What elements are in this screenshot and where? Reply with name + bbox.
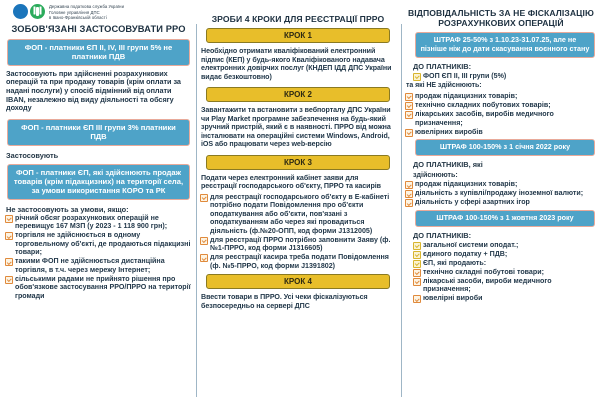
list-item-label: ювелірних виробів	[415, 127, 483, 136]
list-item-label: сільськими радами не прийнято рішення про обов'язкове застосування РРО/ПРРО на території громади	[15, 274, 191, 300]
taxpayer-group-box-3: ФОП - платники ЄП, які здійснюють продаж товарів (крім підакцизних) на території села, за умови використання КОРО та РК	[7, 164, 190, 200]
list-item	[200, 236, 396, 253]
column-registration-steps	[196, 0, 401, 400]
check-icon	[5, 232, 13, 240]
list-item	[405, 92, 597, 101]
step-banner-2: КРОК 2	[206, 87, 390, 102]
column1-title: ЗОБОВ'ЯЗАНІ ЗАСТОСОВУВАТИ РРО	[11, 24, 186, 34]
check-icon	[405, 93, 413, 101]
penalty-3-heading: ДО ПЛАТНИКІВ:	[413, 230, 472, 240]
list-item-label: річний обсяг розрахункових операцій не перевищує 167 МЗП (у 2023 - 1 118 900 грн);	[15, 213, 168, 231]
column-penalties	[401, 0, 600, 400]
column1-conditions-list	[5, 214, 192, 301]
penalty-2-subnote: здійснюють:	[413, 170, 458, 179]
list-item	[405, 180, 597, 189]
step-banner-1: КРОК 1	[206, 28, 390, 43]
check-icon	[413, 278, 421, 286]
check-icon	[413, 251, 421, 259]
penalty-3-systems-list	[405, 241, 597, 268]
logo-green-trident-icon	[30, 4, 45, 19]
check-icon	[405, 111, 413, 119]
list-item	[405, 250, 597, 259]
list-item-label: продаж підакцизних товарів;	[415, 180, 518, 189]
list-item-label: ФОП ЄП II, III групи (5%)	[423, 71, 507, 80]
list-item-label: технічно складних побутових товарів;	[415, 101, 551, 110]
list-item-label: для реєстрації касира треба подати Повідомлення (ф. №5-ПРРО, код форми J1391802)	[210, 253, 389, 270]
list-item	[405, 277, 597, 294]
penalty-3-goods-list	[405, 268, 597, 303]
penalty-1-heading: ДО ПЛАТНИКІВ:	[413, 61, 472, 71]
list-item	[5, 275, 192, 301]
list-item	[405, 72, 597, 81]
list-item-label: ЄП, які продають:	[423, 258, 487, 267]
column3-title: ВІДПОВІДАЛЬНІСТЬ ЗА НЕ ФІСКАЛІЗАЦІЮ РОЗРАХУНКОВИХ ОПЕРАЦІЙ	[407, 8, 595, 29]
check-icon	[405, 129, 413, 137]
check-icon	[5, 276, 13, 284]
check-icon	[405, 190, 413, 198]
penalty-1-list	[405, 92, 597, 136]
list-item-label: такими ФОП не здійснюється дистанційна торгівля, в т.ч. через мережу Інтернет;	[15, 257, 165, 274]
column-rro-required	[0, 0, 196, 400]
dps-logo	[5, 2, 45, 19]
list-item-label: продаж підакцизних товарів;	[415, 92, 518, 101]
step-4-text: Ввести товари в ПРРО. Усі чеки фіскалізуються безпосередньо на сервері ДПС	[201, 293, 368, 310]
organization-header	[5, 2, 192, 24]
list-item	[405, 189, 597, 198]
penalty-1-subnote: та які НЕ здійснюють:	[406, 81, 482, 89]
apply-label: Застосовують	[6, 150, 59, 160]
list-item	[405, 259, 597, 268]
penalty-1-first-list	[405, 72, 597, 81]
list-item-label: діяльність з купівлі/продажу іноземної валюти;	[415, 189, 584, 198]
step-3-forms-list	[200, 193, 396, 271]
list-item	[5, 231, 192, 257]
check-icon	[200, 254, 208, 262]
check-icon	[413, 295, 421, 303]
penalty-2-heading: ДО ПЛАТНИКІВ, які	[413, 159, 483, 169]
penalty-box-3: ШТРАФ 100-150% з 1 жовтня 2023 року	[415, 210, 595, 227]
list-item-label: діяльність у сфері азартних ігор	[415, 198, 530, 207]
list-item	[405, 110, 597, 127]
list-item	[405, 268, 597, 277]
list-item-label: торгівля не здійснюється в одному торговельному об'єкті, де продаються підакцизні товари;	[15, 231, 191, 257]
list-item-label: єдиного податку + ПДВ;	[423, 249, 508, 258]
list-item	[405, 294, 597, 303]
check-icon	[413, 260, 421, 268]
list-item-label: лікарські засоби, вироби медичного призначення;	[423, 276, 552, 294]
org-line-1: Державна податкова служба України	[49, 4, 125, 9]
taxpayer-group-box-1: ФОП - платники ЄП II, IV, III групи 5% не платники ПДВ	[7, 39, 190, 66]
check-icon	[413, 269, 421, 277]
list-item-label: технічно складні побутові товари;	[423, 267, 544, 276]
list-item	[200, 253, 396, 270]
step-1-text: Необхідно отримати кваліфікований електронний підпис (КЕП) у будь-якого Кваліфікованого надавача електронних довірчих послуг (КНДЕП ІДД ДПС України видає безкоштовно)	[201, 47, 392, 81]
check-icon	[413, 242, 421, 250]
step-2-text: Завантажити та встановити з вебпорталу ДПС України чи Play Market програмне забезпечення на будь-який зручний пристрій, який є в наявності. ПРРО від можна інсталювати на операційні системи Windows, Android, iOS або працювати через web-версію	[201, 106, 391, 149]
org-line-3: в Івано-Франківській області	[49, 15, 107, 21]
check-icon	[200, 194, 208, 202]
org-line-2: Головне управління ДПС	[49, 9, 100, 15]
list-item	[405, 128, 597, 137]
penalty-box-1: ШТРАФ 25-50% з 1.10.23-31.07.25, але не пізніше ніж до дати скасування воєнного стану	[415, 32, 595, 58]
check-icon	[5, 215, 13, 223]
list-item-label: лікарських засобів, виробів медичного призначення;	[415, 110, 554, 127]
list-item-label: для реєстрації господарського об'єкту в Е-кабінеті потрібно подати Повідомлення про об'єкти оподаткування або об'єкти, пов'язані з оподаткуванням або через які провадиться діяльність (ф.№20-ОПП, код форми J1312005)	[210, 192, 390, 235]
check-icon	[5, 258, 13, 266]
column1-paragraph-1: Застосовують при здійсненні розрахункових операцій та при продажу товарів (крім оплати за надані послуги) у спосіб відмінний від оплати IBAN, незалежно від виду діяльності та обсягу доходу	[6, 68, 181, 113]
not-apply-label: Не застосовують за умови, якщо:	[6, 204, 129, 214]
logo-blue-circle-icon	[13, 4, 28, 19]
check-icon	[405, 199, 413, 207]
list-item-label: для реєстрації ПРРО потрібно заповнити Заяву (ф. №1-ПРРО, код форми J1316605)	[210, 235, 391, 253]
penalty-box-2: ШТРАФ 100-150% з 1 січня 2022 року	[415, 139, 595, 156]
list-item-label: ювелірні вироби	[423, 294, 483, 303]
list-item	[5, 257, 192, 274]
list-item	[405, 101, 597, 110]
column2-title: ЗРОБИ 4 КРОКИ ДЛЯ РЕЄСТРАЦІЇ ПРРО	[211, 14, 385, 24]
list-item	[5, 214, 192, 231]
list-item	[405, 241, 597, 250]
taxpayer-group-box-2: ФОП - платники ЄП III групи 3% платники ПДВ	[7, 119, 190, 146]
list-item-label: загальної системи оподат.;	[423, 240, 519, 249]
check-icon	[405, 181, 413, 189]
step-banner-3: КРОК 3	[206, 155, 390, 170]
organization-name	[49, 2, 124, 21]
step-banner-4: КРОК 4	[206, 274, 390, 289]
penalty-2-list	[405, 180, 597, 207]
check-icon	[413, 73, 421, 81]
list-item	[200, 193, 396, 236]
list-item	[405, 198, 597, 207]
check-icon	[405, 102, 413, 110]
check-icon	[200, 237, 208, 245]
step-3-text: Подати через електронний кабінет заяви для реєстрації господарського об'єкту, ПРРО та касирів	[201, 173, 381, 191]
